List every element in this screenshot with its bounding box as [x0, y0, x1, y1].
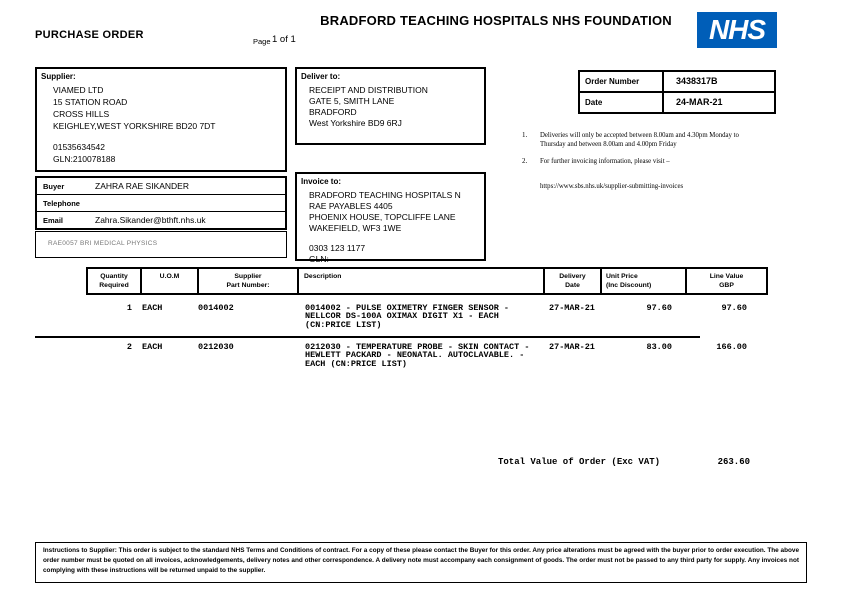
supplier-gln: GLN:210078188 [53, 154, 116, 164]
order-number-value: 3438317B [676, 76, 718, 86]
page-number: 1 of 1 [272, 34, 296, 45]
invoice-address-line: PHOENIX HOUSE, TOPCLIFFE LANE [309, 212, 456, 222]
item-quantity: 2 [126, 342, 132, 352]
nhs-logo-text: NHS [708, 14, 766, 45]
item-unit-price: 97.60 [646, 303, 672, 313]
supplier-box [35, 67, 287, 172]
note-2-text: For further invoicing information, please visit – [540, 158, 670, 165]
invoice-phone: 0303 123 1177 [309, 243, 366, 253]
buyer-table [35, 176, 287, 230]
header-quantity-required: Quantity Required [88, 269, 142, 293]
page-label: Page [253, 37, 271, 46]
invoice-to-box [295, 172, 486, 264]
invoice-address-line: RAE PAYABLES 4405 [309, 201, 393, 211]
header-unit-price: Unit Price (Inc Discount) [602, 269, 687, 293]
item-delivery-date: 27-MAR-21 [549, 342, 595, 352]
nhs-logo [697, 12, 777, 48]
email-label: Email [43, 216, 64, 225]
item-part-number: 0014002 [198, 303, 234, 313]
telephone-label: Telephone [43, 199, 80, 208]
deliver-address-line: GATE 5, SMITH LANE [309, 96, 395, 106]
item-description: 0212030 - TEMPERATURE PROBE - SKIN CONTACT - HEWLETT PACKARD - NEONATAL. AUTOCLAVABLE. - EACH (CN:PRICE LIST) [305, 342, 530, 369]
item-quantity: 1 [126, 303, 132, 313]
email-value: Zahra.Sikander@bthft.nhs.uk [95, 215, 206, 225]
row-separator-line [35, 336, 700, 338]
invoice-to-label: Invoice to: [301, 177, 342, 186]
order-info-table [578, 70, 776, 114]
item-delivery-date: 27-MAR-21 [549, 303, 595, 313]
supplier-address-line: KEIGHLEY,WEST YORKSHIRE BD20 7DT [53, 121, 216, 131]
deliver-address-line: BRADFORD [309, 107, 357, 117]
order-date-label: Date [580, 93, 664, 112]
order-number-row [580, 72, 774, 93]
header-supplier-part-number: Supplier Part Number: [199, 269, 299, 293]
header-description: Description [299, 269, 545, 293]
supplier-instructions-text: Instructions to Supplier: This order is subject to the standard NHS Terms and Conditions of contract. For a copy of these please contact the Buyer for this order. Any price alterations must be agreed with the buyer prior to order execution. The above order number must be quoted on all invoices, acknowledgements, delivery notes and other correspondence. A delivery note must accompany each consignment of goods. The order must not be passed to any third party for supply. Any invoices not complying with these instructions will be returned unpaid to the supplier. [43, 547, 799, 574]
department-code: RAE0057 BRI MEDICAL PHYSICS [48, 240, 158, 247]
order-number-label: Order Number [580, 72, 664, 91]
telephone-row [37, 195, 285, 212]
supplier-phone: 01535634542 [53, 142, 106, 152]
invoice-address-line: BRADFORD TEACHING HOSPITALS N [309, 190, 461, 200]
note-1-number: 1. [522, 131, 528, 139]
item-line-value: 166.00 [716, 342, 747, 352]
invoice-gln: GLN: [309, 254, 329, 264]
item-unit-price: 83.00 [646, 342, 672, 352]
order-date-value: 24-MAR-21 [676, 97, 723, 107]
deliver-address-line: RECEIPT AND DISTRIBUTION [309, 85, 428, 95]
buyer-label: Buyer [43, 182, 65, 191]
item-part-number: 0212030 [198, 342, 234, 352]
order-date-row [580, 93, 774, 112]
note-2-number: 2. [522, 157, 528, 165]
header-uom: U.O.M [142, 269, 199, 293]
document-title: PURCHASE ORDER [35, 29, 144, 41]
items-table-header [86, 267, 768, 295]
item-description: 0014002 - PULSE OXIMETRY FINGER SENSOR - NELLCOR DS-100A OXIMAX DIGIT X1 - EACH (CN:PRICE LIST) [305, 303, 510, 330]
supplier-address-line: VIAMED LTD [53, 85, 104, 95]
deliver-to-box [295, 67, 486, 145]
organisation-title: BRADFORD TEACHING HOSPITALS NHS FOUNDATION [320, 13, 672, 28]
deliver-address-line: West Yorkshire BD9 6RJ [309, 118, 402, 128]
invoice-address-line: WAKEFIELD, WF3 1WE [309, 223, 402, 233]
supplier-address-line: 15 STATION ROAD [53, 97, 128, 107]
department-box [35, 231, 287, 258]
deliver-to-label: Deliver to: [301, 72, 341, 81]
item-uom: EACH [142, 303, 163, 313]
invoicing-info-link[interactable]: https://www.sbs.nhs.uk/supplier-submitting-invoices [540, 183, 684, 190]
buyer-name: ZAHRA RAE SIKANDER [95, 181, 189, 191]
supplier-address-line: CROSS HILLS [53, 109, 110, 119]
note-1-text: Deliveries will only be accepted between 8.00am and 4.30pm Monday to Thursday and between 8.00am and 4.00pm Friday [540, 132, 739, 148]
total-value: 263.60 [717, 457, 750, 467]
item-line-value: 97.60 [721, 303, 747, 313]
email-row [37, 212, 285, 228]
item-uom: EACH [142, 342, 163, 352]
buyer-row [37, 178, 285, 195]
header-delivery-date: Delivery Date [545, 269, 602, 293]
header-line-value: Line Value GBP [709, 273, 744, 289]
supplier-label: Supplier: [41, 72, 76, 81]
supplier-instructions-box [35, 542, 807, 583]
total-label: Total Value of Order (Exc VAT) [498, 457, 661, 467]
